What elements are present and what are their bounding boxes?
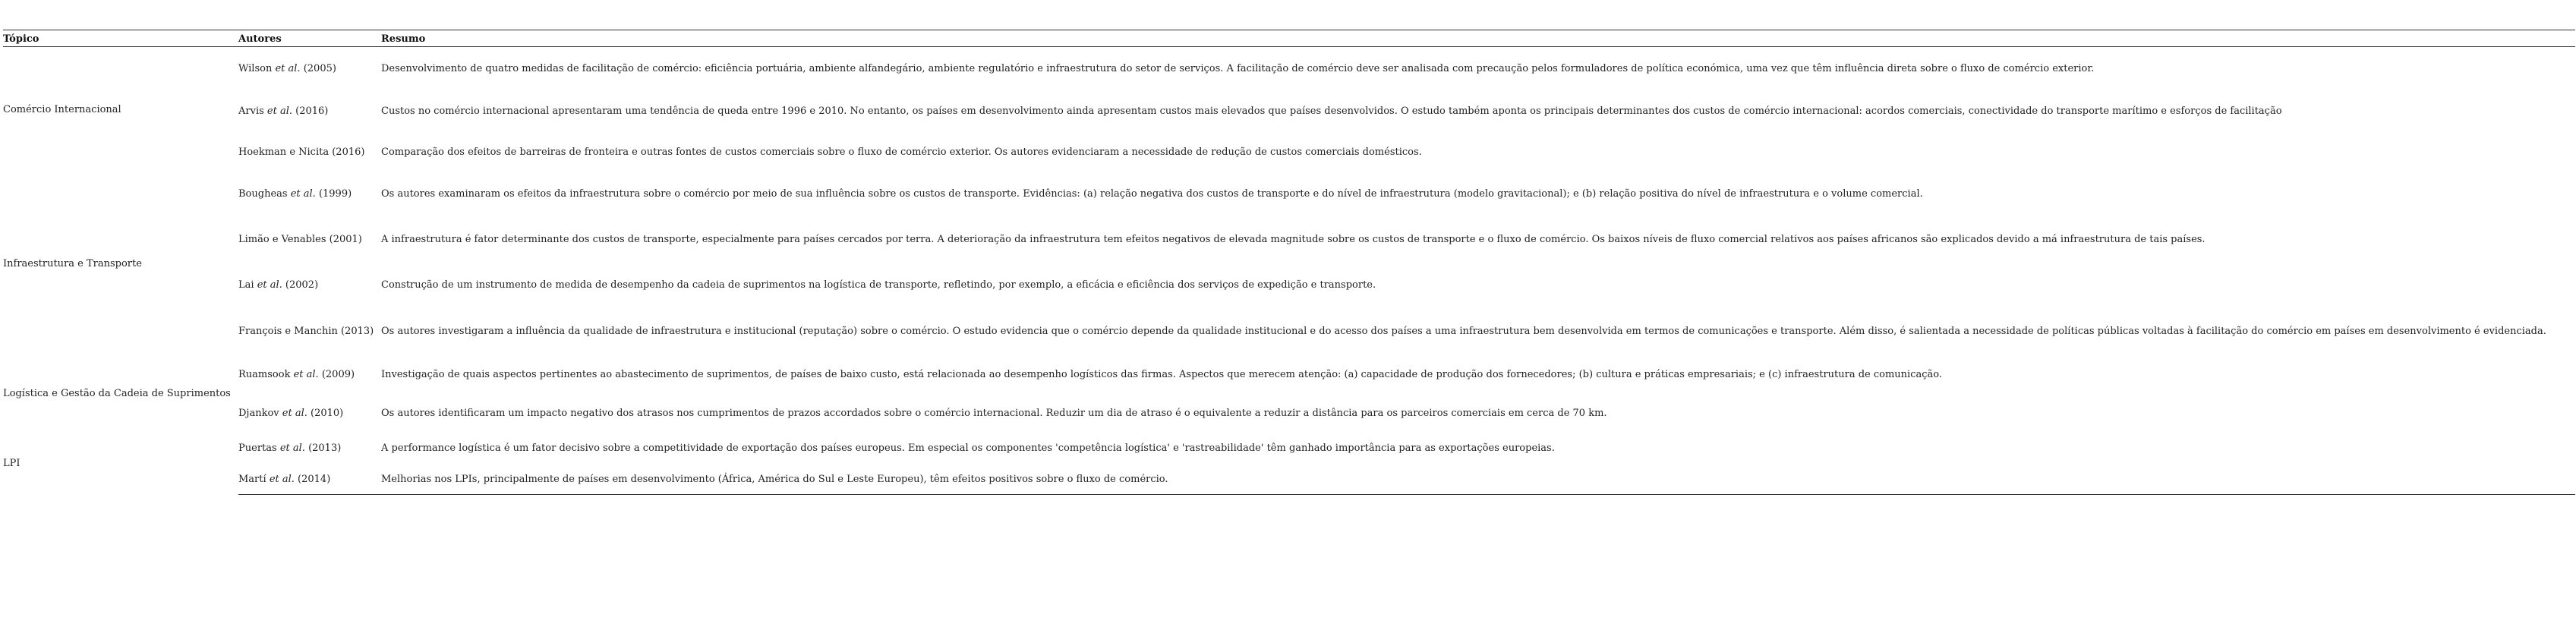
table-row [3, 307, 2575, 355]
author-cell [238, 307, 381, 355]
author-cell [238, 172, 381, 216]
table-body [3, 47, 2575, 495]
summary-cell: Construção de um instrumento de medida de desempenho da cadeia de suprimentos na logística de transporte, refletindo, por exemplo, a eficácia e eficiência dos serviços de expedição e transporte. [381, 279, 1376, 291]
summary-cell: Investigação de quais aspectos pertinentes ao abastecimento de suprimentos, de países de baixo custo, está relacionada ao desempenho logísticos das firmas. Aspectos que merecem atenção: (a) capacidade de produção dos fornecedores; (b) cultura e práticas empresariais; e (c) infraestrutura de comunicação. [381, 369, 1943, 380]
author-cell [238, 90, 381, 133]
topic-cell: Infraestrutura e Transporte [3, 257, 142, 269]
header-row [3, 30, 2575, 47]
author-cell [238, 395, 381, 433]
literature-table [3, 30, 2575, 495]
author-name: Martí [238, 473, 266, 485]
summary-cell: Custos no comércio internacional apresentaram uma tendência de queda entre 1996 e 2010. No entanto, os países em desenvolvimento ainda apresentam custos mais elevados que países desenvolvidos. O estudo também aponta os principais determinantes dos custos de comércio internacional: acordos comerciais, conectividade do transporte marítimo e esforços de facilitação [381, 106, 2282, 117]
table-row [3, 263, 2575, 307]
author-cell [238, 433, 381, 465]
author-etal: et al. [290, 188, 316, 200]
author-cell [238, 216, 381, 263]
table-row [3, 90, 2575, 133]
table-header [3, 30, 2575, 47]
table-row [3, 355, 2575, 395]
author-etal: et al. [257, 279, 282, 291]
author-name: Ruamsook [238, 369, 291, 380]
author-year: (2002) [285, 279, 319, 291]
table-row [3, 133, 2575, 172]
topic-cell: Comércio Internacional [3, 103, 121, 115]
author-etal: et al. [279, 443, 305, 454]
author-year: (2009) [321, 369, 355, 380]
author-cell [238, 47, 381, 90]
author-name: Djankov [238, 408, 279, 419]
author-cell [238, 133, 381, 172]
table-row [3, 395, 2575, 433]
topic-cell: Logística e Gestão da Cadeia de Suprimentos [3, 388, 231, 399]
author-name: Limão e Venables [238, 234, 326, 245]
author-year: (2010) [311, 408, 344, 419]
author-year: (1999) [318, 188, 352, 200]
author-etal: et al. [293, 369, 319, 380]
author-name: Puertas [238, 443, 277, 454]
author-year: (2013) [308, 443, 342, 454]
topic-cell: LPI [3, 458, 20, 469]
header-authors: Autores [238, 30, 381, 47]
literature-review-page [3, 30, 2575, 495]
author-cell [238, 263, 381, 307]
summary-cell: Os autores investigaram a influência da qualidade de infraestrutura e institucional (reputação) sobre o comércio. O estudo evidencia que o comércio depende da qualidade institucional e do acesso dos países a uma infraestrutura bem desenvolvida em termos de comunicações e transporte. Além disso, é salientada a necessidade de políticas públicas voltadas à facilitação do comércio em países em desenvolvimento é evidenciada. [381, 325, 2546, 337]
summary-cell: Desenvolvimento de quatro medidas de facilitação de comércio: eficiência portuária, ambiente alfandegário, ambiente regulatório e infraestrutura do setor de serviços. A facilitação de comércio deve ser analisada com precaução pelos formuladores de política económica, uma vez que têm influência direta sobre o fluxo de comércio exterior. [381, 62, 2095, 74]
summary-cell: A performance logística é um fator decisivo sobre a competitividade de exportação dos países europeus. Em especial os componentes 'competência logística' e 'rastreabilidade' têm ganhado importância para as exportações europeias. [381, 443, 1555, 454]
author-year: (2013) [341, 325, 374, 337]
author-name: François e Manchin [238, 325, 338, 337]
summary-cell: Os autores identificaram um impacto negativo dos atrasos nos cumprimentos de prazos accordados sobre o comércio internacional. Reduzir um dia de atraso é o equivalente a reduzir a distância para os parceiros comerciais em cerca de 70 km. [381, 408, 1607, 419]
author-name: Wilson [238, 62, 273, 74]
author-name: Bougheas [238, 188, 288, 200]
author-name: Hoekman e Nicita [238, 146, 329, 158]
author-name: Arvis [238, 106, 264, 117]
author-year: (2005) [303, 62, 336, 74]
author-etal: et al. [275, 62, 301, 74]
summary-cell: Comparação dos efeitos de barreiras de fronteira e outras fontes de custos comerciais sobre o fluxo de comércio exterior. Os autores evidenciaram a necessidade de redução de custos comerciais domésticos. [381, 146, 1422, 158]
table-row [3, 172, 2575, 216]
summary-cell: Melhorias nos LPIs, principalmente de países em desenvolvimento (África, América do Sul e Leste Europeu), têm efeitos positivos sobre o fluxo de comércio. [381, 465, 2575, 495]
author-cell [238, 355, 381, 395]
summary-cell: A infraestrutura é fator determinante dos custos de transporte, especialmente para países cercados por terra. A deterioração da infraestrutura tem efeitos negativos de elevada magnitude sobre os custos de transporte e o fluxo de comércio. Os baixos níveis de fluxo comercial relativos aos países africanos são explicados devido a má infraestrutura de tais países. [381, 234, 2206, 245]
author-year: (2014) [298, 473, 331, 485]
author-etal: et al. [282, 408, 307, 419]
author-etal: et al. [266, 106, 293, 117]
header-topic: Tópico [3, 30, 238, 47]
author-year: (2016) [295, 106, 329, 117]
author-cell [238, 465, 381, 495]
author-name: Lai [238, 279, 254, 291]
header-summary: Resumo [381, 30, 2575, 47]
table-row [3, 216, 2575, 263]
author-year: (2001) [329, 234, 362, 245]
author-year: (2016) [332, 146, 365, 158]
table-row [3, 465, 2575, 495]
table-row [3, 433, 2575, 465]
table-row [3, 47, 2575, 90]
author-etal: et al. [269, 473, 295, 485]
summary-cell: Os autores examinaram os efeitos da infraestrutura sobre o comércio por meio de sua influência sobre os custos de transporte. Evidências: (a) relação negativa dos custos de transporte e do nível de infraestrutura (modelo gravitacional); e (b) relação positiva do nível de infraestrutura e o volume comercial. [381, 188, 1923, 200]
